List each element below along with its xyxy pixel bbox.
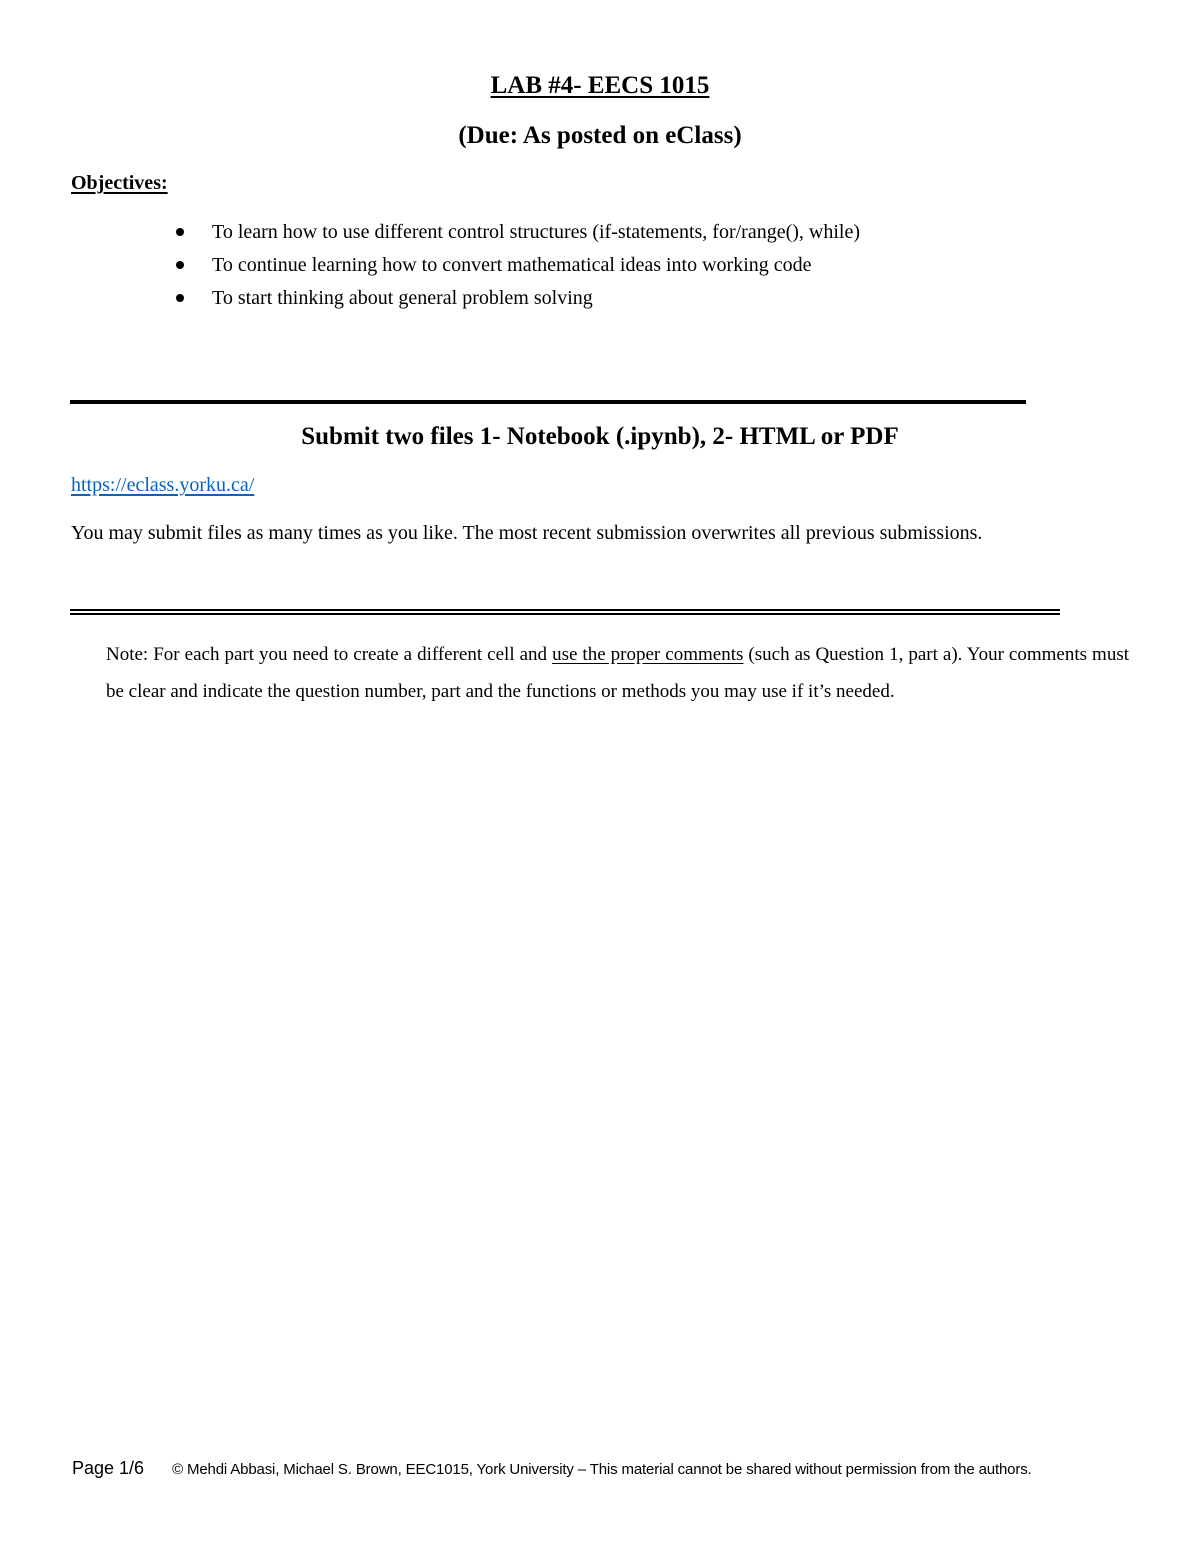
note-underlined-text: use the proper comments [552,644,744,665]
document-title: LAB #4- EECS 1015 [490,72,710,99]
list-item [212,217,860,250]
copyright-notice: © Mehdi Abbasi, Michael S. Brown, EEC1015, York University – This material cannot be shared without permission from the authors. [172,1461,1032,1478]
note-text-start: Note: For each part you need to create a different cell and [106,644,553,665]
objectives-list [212,217,860,316]
section-divider [70,400,1026,404]
submission-heading: Submit two files 1- Notebook (.ipynb), 2- HTML or PDF [301,423,899,450]
objective-text: To start thinking about general problem solving [212,287,593,309]
eclass-link[interactable]: https://eclass.yorku.ca/ [71,474,255,496]
double-divider [70,609,1060,615]
submission-info-text: You may submit files as many times as you like. The most recent submission overwrites all previous submissions. [71,522,983,544]
objective-text: To learn how to use different control structures (if-statements, for/range(), while) [212,221,861,243]
bullet-icon [176,228,184,236]
objectives-heading: Objectives: [71,172,168,194]
list-item [212,283,860,316]
note-paragraph [106,636,1129,710]
page-footer [72,1458,1032,1479]
due-date-subtitle: (Due: As posted on eClass) [458,122,742,149]
list-item [212,250,860,283]
page-number: Page 1/6 [72,1458,145,1478]
objective-text: To continue learning how to convert mathematical ideas into working code [212,254,812,276]
bullet-icon [176,294,184,302]
bullet-icon [176,261,184,269]
note-text-end: (such as Question 1, part a). Your comments must be clear and indicate the question number, part and the functions or methods you may use if it’s needed. [106,644,1129,702]
